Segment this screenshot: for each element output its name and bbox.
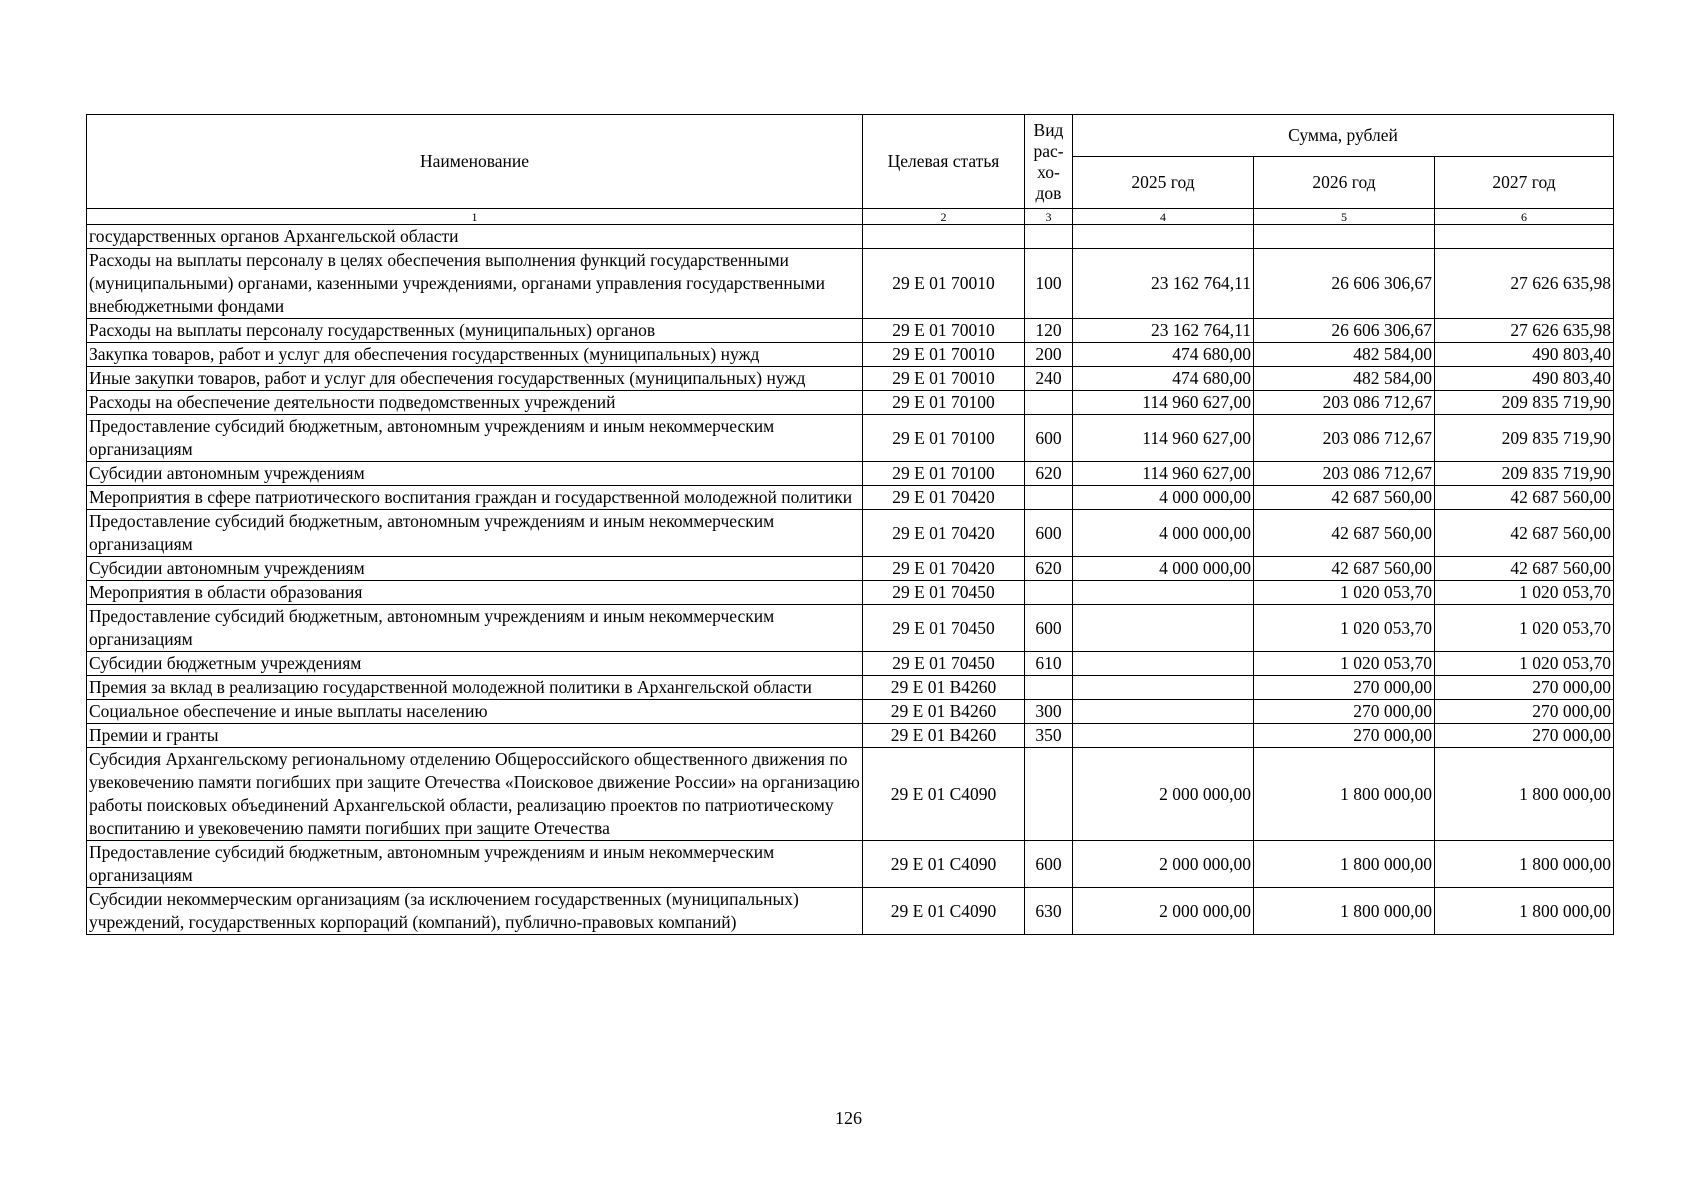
row-amount-2027: 490 803,40 (1435, 343, 1614, 367)
row-amount-2027: 27 626 635,98 (1435, 249, 1614, 319)
table-row (87, 652, 1614, 676)
row-name: Предоставление субсидий бюджетным, автономным учреждениям и иным некоммерческим организациям (87, 841, 863, 888)
row-expense-type (1025, 676, 1073, 700)
row-amount-2025 (1073, 724, 1254, 748)
row-name: Субсидии некоммерческим организациям (за исключением государственных (муниципальных) учреждений, государственных корпораций (компаний), публично-правовых компаний) (87, 888, 863, 935)
row-name: государственных органов Архангельской области (87, 225, 863, 249)
row-target-article: 29 Е 01 70010 (863, 249, 1025, 319)
row-amount-2027: 1 800 000,00 (1435, 888, 1614, 935)
row-name: Закупка товаров, работ и услуг для обеспечения государственных (муниципальных) нужд (87, 343, 863, 367)
row-name: Премии и гранты (87, 724, 863, 748)
row-target-article: 29 Е 01 С4090 (863, 748, 1025, 841)
table-row (87, 700, 1614, 724)
header-expense-type: Вид рас-хо-дов (1025, 115, 1073, 209)
row-name: Расходы на выплаты персоналу государственных (муниципальных) органов (87, 319, 863, 343)
row-expense-type (1025, 225, 1073, 249)
row-amount-2027: 1 020 053,70 (1435, 652, 1614, 676)
row-target-article: 29 Е 01 70450 (863, 581, 1025, 605)
table-row (87, 486, 1614, 510)
row-name: Предоставление субсидий бюджетным, автономным учреждениям и иным некоммерческим организациям (87, 415, 863, 462)
page-number: 126 (835, 1108, 862, 1128)
table-body (87, 225, 1614, 935)
row-expense-type (1025, 391, 1073, 415)
row-target-article: 29 Е 01 70450 (863, 605, 1025, 652)
row-name: Предоставление субсидий бюджетным, автономным учреждениям и иным некоммерческим организациям (87, 510, 863, 557)
row-target-article: 29 Е 01 70420 (863, 557, 1025, 581)
row-amount-2026: 270 000,00 (1254, 724, 1435, 748)
table-row (87, 319, 1614, 343)
row-expense-type: 610 (1025, 652, 1073, 676)
table-row (87, 415, 1614, 462)
row-amount-2026: 203 086 712,67 (1254, 415, 1435, 462)
row-target-article: 29 Е 01 70450 (863, 652, 1025, 676)
row-target-article: 29 Е 01 70100 (863, 462, 1025, 486)
table-row (87, 249, 1614, 319)
row-amount-2025: 474 680,00 (1073, 343, 1254, 367)
row-amount-2026: 42 687 560,00 (1254, 510, 1435, 557)
row-name: Субсидия Архангельскому региональному отделению Общероссийского общественного движения по увековечению памяти погибших при защите Отечества «Поисковое движение России» на организацию работы поисковых объединений Архангельской области, реализацию проектов по патриотическому воспитанию и увековечению памяти погибших при защите Отечества (87, 748, 863, 841)
row-target-article: 29 Е 01 70010 (863, 319, 1025, 343)
row-amount-2025: 114 960 627,00 (1073, 462, 1254, 486)
row-name: Мероприятия в сфере патриотического воспитания граждан и государственной молодежной политики (87, 486, 863, 510)
row-amount-2026: 1 800 000,00 (1254, 841, 1435, 888)
column-number: 1 (87, 209, 863, 225)
table-row (87, 391, 1614, 415)
row-amount-2026: 482 584,00 (1254, 343, 1435, 367)
row-name: Расходы на выплаты персоналу в целях обеспечения выполнения функций государственными (муниципальными) органами, казенными учреждениями, органами управления государственными внебюджетными фондами (87, 249, 863, 319)
column-number: 4 (1073, 209, 1254, 225)
row-amount-2027: 270 000,00 (1435, 676, 1614, 700)
row-amount-2027: 1 020 053,70 (1435, 605, 1614, 652)
column-number: 2 (863, 209, 1025, 225)
row-amount-2026: 482 584,00 (1254, 367, 1435, 391)
row-name: Мероприятия в области образования (87, 581, 863, 605)
row-amount-2026: 26 606 306,67 (1254, 249, 1435, 319)
row-amount-2026: 1 800 000,00 (1254, 888, 1435, 935)
row-amount-2027: 490 803,40 (1435, 367, 1614, 391)
row-expense-type: 300 (1025, 700, 1073, 724)
row-amount-2025: 2 000 000,00 (1073, 888, 1254, 935)
row-amount-2025 (1073, 652, 1254, 676)
row-amount-2027: 209 835 719,90 (1435, 391, 1614, 415)
row-name: Предоставление субсидий бюджетным, автономным учреждениям и иным некоммерческим организациям (87, 605, 863, 652)
row-amount-2027: 270 000,00 (1435, 724, 1614, 748)
row-amount-2025 (1073, 581, 1254, 605)
table-row (87, 888, 1614, 935)
header-target-article: Целевая статья (863, 115, 1025, 209)
header-year-2027: 2027 год (1435, 157, 1614, 209)
row-expense-type: 200 (1025, 343, 1073, 367)
table-row (87, 462, 1614, 486)
row-target-article: 29 Е 01 В4260 (863, 700, 1025, 724)
table-row (87, 605, 1614, 652)
row-target-article (863, 225, 1025, 249)
row-expense-type: 600 (1025, 510, 1073, 557)
row-amount-2025 (1073, 676, 1254, 700)
row-expense-type: 630 (1025, 888, 1073, 935)
row-amount-2027: 209 835 719,90 (1435, 462, 1614, 486)
row-target-article: 29 Е 01 В4260 (863, 724, 1025, 748)
table-row (87, 367, 1614, 391)
table-row (87, 841, 1614, 888)
row-amount-2025: 4 000 000,00 (1073, 557, 1254, 581)
table-row (87, 343, 1614, 367)
row-amount-2025: 114 960 627,00 (1073, 415, 1254, 462)
table-header (87, 115, 1614, 225)
row-amount-2027: 209 835 719,90 (1435, 415, 1614, 462)
row-expense-type: 350 (1025, 724, 1073, 748)
row-amount-2026: 1 800 000,00 (1254, 748, 1435, 841)
row-amount-2025: 23 162 764,11 (1073, 319, 1254, 343)
row-target-article: 29 Е 01 70100 (863, 391, 1025, 415)
column-number: 3 (1025, 209, 1073, 225)
row-expense-type: 620 (1025, 557, 1073, 581)
row-target-article: 29 Е 01 В4260 (863, 676, 1025, 700)
table-row (87, 510, 1614, 557)
row-target-article: 29 Е 01 С4090 (863, 888, 1025, 935)
table-row (87, 748, 1614, 841)
row-target-article: 29 Е 01 С4090 (863, 841, 1025, 888)
header-name: Наименование (87, 115, 863, 209)
row-expense-type (1025, 486, 1073, 510)
row-amount-2025: 114 960 627,00 (1073, 391, 1254, 415)
row-amount-2027: 1 020 053,70 (1435, 581, 1614, 605)
row-amount-2026: 42 687 560,00 (1254, 486, 1435, 510)
row-name: Субсидии бюджетным учреждениям (87, 652, 863, 676)
table-row (87, 557, 1614, 581)
row-target-article: 29 Е 01 70420 (863, 486, 1025, 510)
row-amount-2027: 27 626 635,98 (1435, 319, 1614, 343)
row-amount-2027: 42 687 560,00 (1435, 486, 1614, 510)
row-amount-2026: 270 000,00 (1254, 676, 1435, 700)
row-amount-2027 (1435, 225, 1614, 249)
budget-table (86, 114, 1614, 935)
row-amount-2025 (1073, 225, 1254, 249)
row-amount-2025 (1073, 700, 1254, 724)
row-amount-2025: 23 162 764,11 (1073, 249, 1254, 319)
row-amount-2025: 474 680,00 (1073, 367, 1254, 391)
row-target-article: 29 Е 01 70100 (863, 415, 1025, 462)
row-amount-2026 (1254, 225, 1435, 249)
row-amount-2025 (1073, 605, 1254, 652)
header-year-2025: 2025 год (1073, 157, 1254, 209)
row-amount-2026: 270 000,00 (1254, 700, 1435, 724)
column-number: 5 (1254, 209, 1435, 225)
table-row (87, 676, 1614, 700)
row-amount-2026: 203 086 712,67 (1254, 391, 1435, 415)
row-amount-2027: 1 800 000,00 (1435, 841, 1614, 888)
table-row (87, 581, 1614, 605)
row-expense-type: 600 (1025, 605, 1073, 652)
row-name: Расходы на обеспечение деятельности подведомственных учреждений (87, 391, 863, 415)
row-name: Субсидии автономным учреждениям (87, 462, 863, 486)
row-target-article: 29 Е 01 70010 (863, 343, 1025, 367)
row-amount-2027: 270 000,00 (1435, 700, 1614, 724)
row-amount-2025: 4 000 000,00 (1073, 510, 1254, 557)
row-amount-2026: 1 020 053,70 (1254, 605, 1435, 652)
row-expense-type: 100 (1025, 249, 1073, 319)
row-amount-2026: 26 606 306,67 (1254, 319, 1435, 343)
table-row (87, 225, 1614, 249)
row-target-article: 29 Е 01 70420 (863, 510, 1025, 557)
row-name: Иные закупки товаров, работ и услуг для обеспечения государственных (муниципальных) нужд (87, 367, 863, 391)
row-amount-2025: 4 000 000,00 (1073, 486, 1254, 510)
column-number: 6 (1435, 209, 1614, 225)
row-amount-2027: 1 800 000,00 (1435, 748, 1614, 841)
row-amount-2026: 42 687 560,00 (1254, 557, 1435, 581)
row-expense-type: 600 (1025, 415, 1073, 462)
row-expense-type (1025, 581, 1073, 605)
table-row (87, 724, 1614, 748)
header-year-2026: 2026 год (1254, 157, 1435, 209)
row-name: Субсидии автономным учреждениям (87, 557, 863, 581)
column-number-row (87, 209, 1614, 225)
row-amount-2026: 1 020 053,70 (1254, 581, 1435, 605)
row-expense-type (1025, 748, 1073, 841)
row-name: Премия за вклад в реализацию государственной молодежной политики в Архангельской области (87, 676, 863, 700)
row-amount-2025: 2 000 000,00 (1073, 841, 1254, 888)
row-expense-type: 600 (1025, 841, 1073, 888)
row-name: Социальное обеспечение и иные выплаты населению (87, 700, 863, 724)
row-expense-type: 620 (1025, 462, 1073, 486)
header-sum: Сумма, рублей (1073, 115, 1614, 157)
row-amount-2025: 2 000 000,00 (1073, 748, 1254, 841)
row-expense-type: 120 (1025, 319, 1073, 343)
row-amount-2026: 1 020 053,70 (1254, 652, 1435, 676)
row-amount-2026: 203 086 712,67 (1254, 462, 1435, 486)
row-amount-2027: 42 687 560,00 (1435, 557, 1614, 581)
row-amount-2027: 42 687 560,00 (1435, 510, 1614, 557)
row-target-article: 29 Е 01 70010 (863, 367, 1025, 391)
row-expense-type: 240 (1025, 367, 1073, 391)
